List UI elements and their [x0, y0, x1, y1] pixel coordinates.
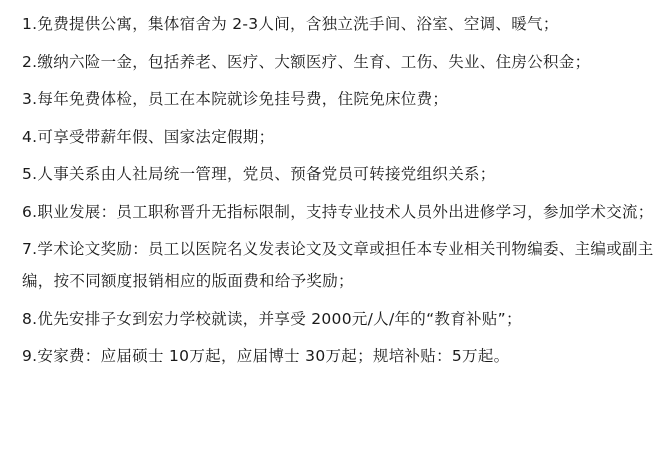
- benefit-item-5: 5.人事关系由人社局统一管理，党员、预备党员可转接党组织关系；: [22, 165, 496, 183]
- benefit-item-2: 2.缴纳六险一金，包括养老、医疗、大额医疗、生育、工伤、失业、住房公积金；: [22, 52, 591, 71]
- benefit-item-9: 9.安家费：应届硕士 10万起，应届博士 30万起；规培补贴：5万起。: [22, 347, 510, 365]
- benefit-item-7: 7.学术论文奖励：员工以医院名义发表论文及文章或担任本专业相关刊物编委、主编或副主编，按不同额度报销相应的版面费和给予奖励；: [22, 240, 654, 290]
- benefit-item-3: 3.每年免费体检，员工在本院就诊免挂号费，住院免床位费；: [22, 90, 449, 108]
- benefit-list: [22, 8, 656, 372]
- benefit-item-1: 1.免费提供公寓，集体宿舍为 2-3人间，含独立洗手间、浴室、空调、暖气；: [22, 15, 559, 33]
- benefit-item-8: 8.优先安排子女到宏力学校就读，并享受 2000元/人/年的“教育补贴”；: [22, 309, 522, 328]
- benefit-item-6: 6.职业发展：员工职称晋升无指标限制，支持专业技术人员外出进修学习，参加学术交流；: [22, 202, 654, 221]
- benefit-item-4: 4.可享受带薪年假、国家法定假期；: [22, 127, 275, 146]
